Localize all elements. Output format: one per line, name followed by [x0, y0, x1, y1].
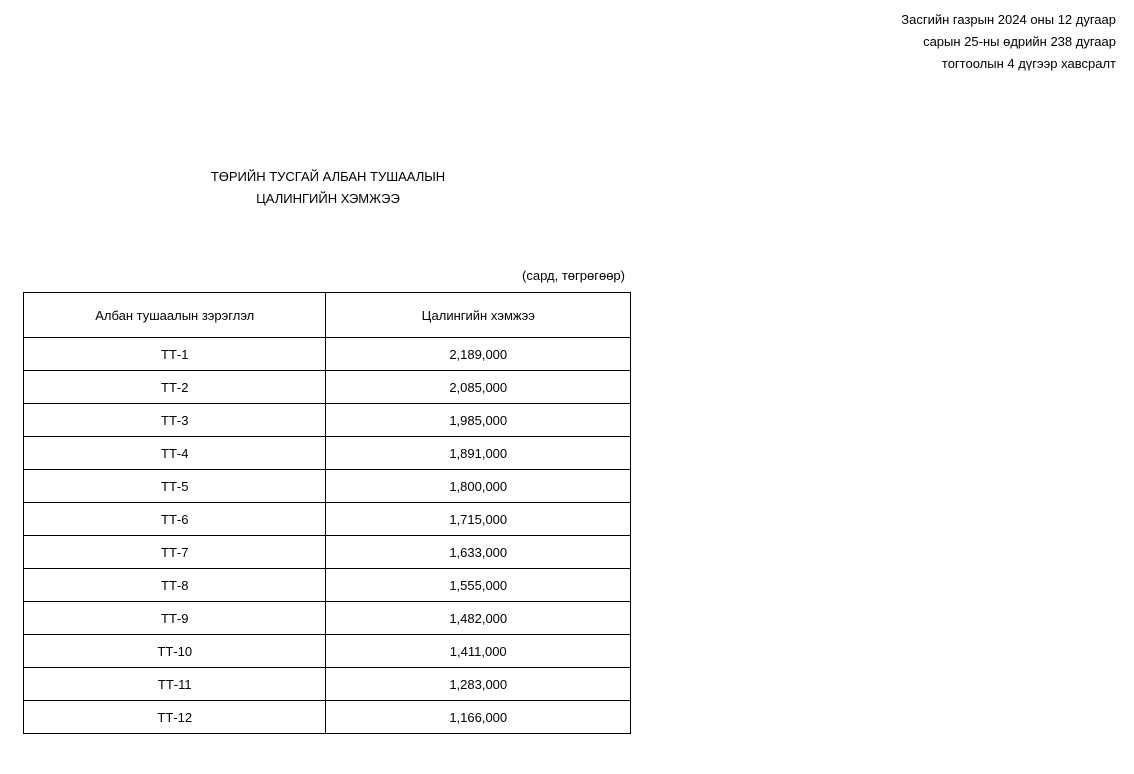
salary-cell: 1,800,000 [326, 470, 631, 503]
salary-cell: 1,633,000 [326, 536, 631, 569]
salary-cell: 1,411,000 [326, 635, 631, 668]
salary-cell: 1,482,000 [326, 602, 631, 635]
header-salary: Цалингийн хэмжээ [326, 293, 631, 338]
grade-cell: ТТ-8 [24, 569, 326, 602]
table-row [24, 701, 631, 734]
table-header-row [24, 293, 631, 338]
table-row [24, 470, 631, 503]
table-row [24, 536, 631, 569]
grade-cell: ТТ-7 [24, 536, 326, 569]
grade-cell: ТТ-4 [24, 437, 326, 470]
table-row [24, 635, 631, 668]
table-row [24, 371, 631, 404]
table-row [24, 404, 631, 437]
grade-cell: ТТ-5 [24, 470, 326, 503]
grade-cell: ТТ-2 [24, 371, 326, 404]
grade-cell: ТТ-1 [24, 338, 326, 371]
grade-cell: ТТ-12 [24, 701, 326, 734]
table-row [24, 503, 631, 536]
salary-table [23, 292, 631, 734]
document-title-line-1: ТӨРИЙН ТУСГАЙ АЛБАН ТУШААЛЫН [210, 169, 446, 184]
grade-cell: ТТ-11 [24, 668, 326, 701]
salary-cell: 1,555,000 [326, 569, 631, 602]
annex-reference-line-2: сарын 25-ны өдрийн 238 дугаар [923, 34, 1116, 49]
annex-reference-line-3: тогтоолын 4 дүгээр хавсралт [941, 56, 1116, 71]
salary-cell: 1,985,000 [326, 404, 631, 437]
grade-cell: ТТ-9 [24, 602, 326, 635]
salary-cell: 1,715,000 [326, 503, 631, 536]
table-row [24, 437, 631, 470]
table-row [24, 338, 631, 371]
salary-cell: 2,189,000 [326, 338, 631, 371]
salary-cell: 2,085,000 [326, 371, 631, 404]
grade-cell: ТТ-3 [24, 404, 326, 437]
annex-reference-line-1: Засгийн газрын 2024 оны 12 дугаар [901, 12, 1116, 27]
grade-cell: ТТ-6 [24, 503, 326, 536]
salary-cell: 1,283,000 [326, 668, 631, 701]
document-title [150, 166, 506, 210]
grade-cell: ТТ-10 [24, 635, 326, 668]
table-row [24, 569, 631, 602]
header-grade: Албан тушаалын зэрэглэл [24, 293, 326, 338]
document-title-line-2: ЦАЛИНГИЙН ХЭМЖЭЭ [256, 191, 400, 206]
table-row [24, 668, 631, 701]
unit-note: (сард, төгрөгөөр) [522, 268, 625, 283]
salary-cell: 1,166,000 [326, 701, 631, 734]
salary-cell: 1,891,000 [326, 437, 631, 470]
table-row [24, 602, 631, 635]
annex-reference [901, 9, 1116, 75]
